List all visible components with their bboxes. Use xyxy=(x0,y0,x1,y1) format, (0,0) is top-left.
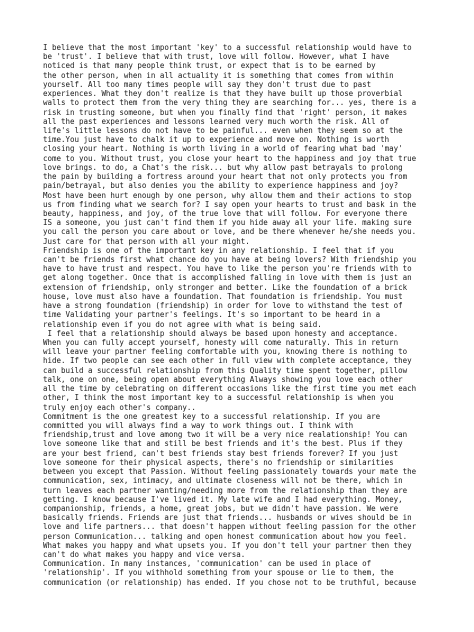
text-line: experiences. What they don't realize is that they have built up those proverbial xyxy=(43,89,403,99)
text-line: all the past experiences and lessons learned very much worth the risk. All of xyxy=(43,116,390,126)
text-line: are your best friend, can't best friends stay best friends forever? If you just xyxy=(43,448,399,458)
text-line: will leave your partner feeling comfortable with you, knowing there is nothing to xyxy=(43,347,408,357)
text-line: extension of friendship, only stronger and better. Like the foundation of a brick xyxy=(43,282,408,292)
text-line: can't be friends first what chance do you have at being lovers? With friendship you xyxy=(43,255,417,265)
text-line: can't do what makes you happy and vice versa. xyxy=(43,550,246,560)
text-line: love and life partners... that doesn't happen without feeling passion for the other xyxy=(43,522,417,532)
text-line: companionship, friends, a home, great jobs, but we didn't have passion. We were xyxy=(43,503,399,513)
text-line: all the time by celebrating on different occasions like the first time you met each xyxy=(43,384,417,394)
text-line: friendship,trust and love among two it will be a very nice realationship! You can xyxy=(43,430,408,440)
text-line: person Communication... talking and open honest communication about how you feel. xyxy=(43,531,408,541)
text-line: get along together. Once that is accomplished falling in love with them is just an xyxy=(43,273,412,283)
text-line: I feel that a relationship should always be based upon honesty and acceptance. xyxy=(43,328,399,338)
text-line: Friendship is one of the important key in any relationship. I feel that if you xyxy=(43,245,394,255)
text-line: When you can fully accept yourself, honesty will come naturally. This in return xyxy=(43,338,399,347)
text-line: I believe that the most important 'key' to a successful relationship would have to xyxy=(43,43,412,52)
text-line: noticed is that many people think trust, or expect that is to be earned by xyxy=(43,61,376,71)
text-line: house, love must also have a foundation. That foundation is friendship. You must xyxy=(43,291,403,301)
document-page xyxy=(43,43,453,587)
text-line: between you except that Passion. Without feeling passionately towards your mate the xyxy=(43,467,417,477)
text-line: closing your heart. Nothing is worth living in a world of fearing what bad 'may' xyxy=(43,144,403,154)
text-line: love brings. to do, a Chat's the risk... but why allow past betrayals to prolong xyxy=(43,162,403,172)
text-line: Most have been hurt enough by one person, why allow them and their actions to stop xyxy=(43,190,412,200)
text-line: love someone for their physical aspects, there's no friendship or similarities xyxy=(43,457,394,467)
text-line: Just care for that person with all your might. xyxy=(43,236,250,246)
text-line: communication, sex, intimacy, and ultimate closeness will not be there, which in xyxy=(43,476,403,486)
text-line: committed you will always find a way to work things out. I think with xyxy=(43,420,354,430)
text-line: the other person, when in all actuality it is something that comes from within xyxy=(43,70,394,80)
text-line: can build a successful relationship from this Quality time spent together, pillow xyxy=(43,365,408,375)
text-line: 'relationship'. If you withhold something from your spouse or lie to them, the xyxy=(43,568,394,578)
text-line: Communication. In many instances, 'communication' can be used in place of xyxy=(43,559,372,569)
text-line: basically friends. Friends are just that friends... husbands or wives should be in xyxy=(43,513,412,523)
text-line: be 'trust'. I believe that with trust, love will follow. However, what I have xyxy=(43,52,390,62)
text-line: you call the person you care about or love, and be there whenever he/she needs you. xyxy=(43,227,417,237)
text-line: have to have trust and respect. You have to like the person you're friends with to xyxy=(43,264,412,274)
text-line: have a strong foundation (friendship) in order for love to withstand the test of xyxy=(43,301,403,311)
text-line: come to you. Without trust, you close your heart to the happiness and joy that true xyxy=(43,153,417,163)
text-line: relationship even if you do not agree with what is being said. xyxy=(43,319,322,329)
text-line: love someone like that and still be best friends and it's the best. Plus if they xyxy=(43,439,403,449)
text-line: hide. If two people can see each other in full view with complete acceptance, they xyxy=(43,356,412,366)
text-line: pain/betrayal, but also denies you the ability to experience happiness and joy? xyxy=(43,181,399,191)
text-line: Commitment is the one greatest key to a successful relationship. If you are xyxy=(43,411,381,421)
text-line: the pain by building a fortress around your heart that not only protects you from xyxy=(43,172,408,182)
text-line: getting. I know because I've lived it. My late wife and I had everything. Money, xyxy=(43,494,403,504)
text-line: communication (or relationship) has ended. If you chose not to be truthful, because xyxy=(43,577,417,587)
text-line: walls to protect them from the very thing they are searching for... yes, there is a xyxy=(43,98,417,108)
text-line: yourself. All too many times people will say they don't trust due to past xyxy=(43,79,372,89)
text-line: What makes you happy and what upsets you. If you don't tell your partner then they xyxy=(43,540,412,550)
text-line: time Validating your partner's feelings. It's so important to be heard in a xyxy=(43,310,381,320)
text-line: talk, one on one, being open about everything Always showing you love each other xyxy=(43,374,403,384)
text-line: IS a someone, you just can't find them if you hide away all your life. making sure xyxy=(43,218,412,228)
text-line: turn leaves each partner wanting/needing more from the relationship than they are xyxy=(43,485,408,495)
text-line: life's little lessons do not have to be painful... even when they seem so at the xyxy=(43,125,403,135)
text-line: truly enjoy each other's company.. xyxy=(43,402,196,412)
text-line: risk in trusting someone, but when you finally find that 'right' person, it makes xyxy=(43,107,408,117)
text-line: us from finding what we search for? I say open your hearts to trust and bask in the xyxy=(43,199,417,209)
text-line: time.You just have to chalk it up to experience and move on. Nothing is worth xyxy=(43,135,390,145)
text-line: beauty, happiness, and joy, of the true love that will follow. For everyone there xyxy=(43,208,408,218)
text-line: other, I think the most important key to a successful relationship is when you xyxy=(43,393,394,403)
